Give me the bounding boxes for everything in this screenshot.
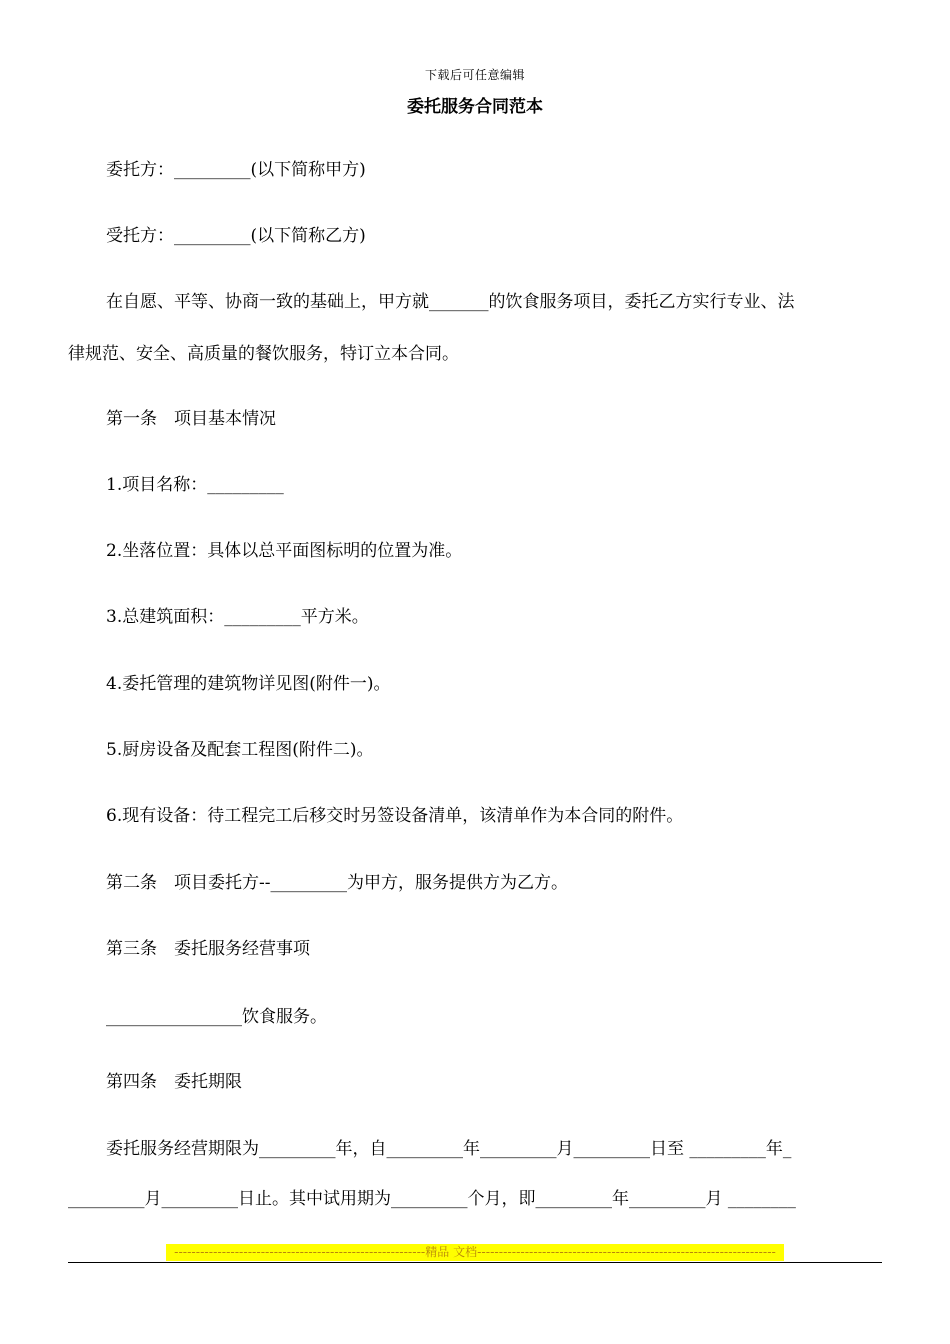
article-4-body-line-1: 委托服务经营期限为_________年，自_________年_________月_________日至 _________年_ [106,1139,792,1159]
article-1-item-4: 4.委托管理的建筑物详见图(附件一)。 [106,674,391,694]
intro-paragraph-line-2: 律规范、安全、高质量的餐饮服务，特订立本合同。 [68,344,459,364]
footer-label: 精品 文档 [425,1245,478,1259]
header-note: 下载后可任意编辑 [424,68,525,82]
article-1-item-2: 2.坐落位置：具体以总平面图标明的位置为准。 [106,541,463,561]
article-4-heading: 第四条 委托期限 [106,1072,242,1092]
article-1-item-1: 1.项目名称：_________ [106,475,284,495]
footer-dashes-right: --------------------------------------------------------------------- [477,1245,776,1259]
footer-banner [166,1244,784,1261]
article-1-item-3: 3.总建筑面积：_________平方米。 [106,607,369,627]
footer-dashes-left: ---------------------------------------------------------- [174,1245,426,1259]
article-3-body: ________________饮食服务。 [106,1007,327,1027]
intro-paragraph-line-1: 在自愿、平等、协商一致的基础上，甲方就_______的饮食服务项目，委托乙方实行专业、法 [106,292,795,312]
article-2: 第二条 项目委托方--_________为甲方，服务提供方为乙方。 [106,873,568,893]
article-1-heading: 第一条 项目基本情况 [106,409,276,429]
party-b-line: 受托方：_________(以下简称乙方) [106,226,366,246]
article-3-heading: 第三条 委托服务经营事项 [106,939,310,959]
article-1-item-5: 5.厨房设备及配套工程图(附件二)。 [106,740,374,760]
document-title: 委托服务合同范本 [407,97,543,117]
article-1-item-6: 6.现有设备：待工程完工后移交时另签设备清单，该清单作为本合同的附件。 [106,806,684,826]
party-a-line: 委托方：_________(以下简称甲方) [106,160,366,180]
article-4-body-line-2: _________月_________日止。其中试用期为_________个月，即_________年_________月 ________ [68,1189,796,1209]
footer-rule [68,1262,882,1263]
